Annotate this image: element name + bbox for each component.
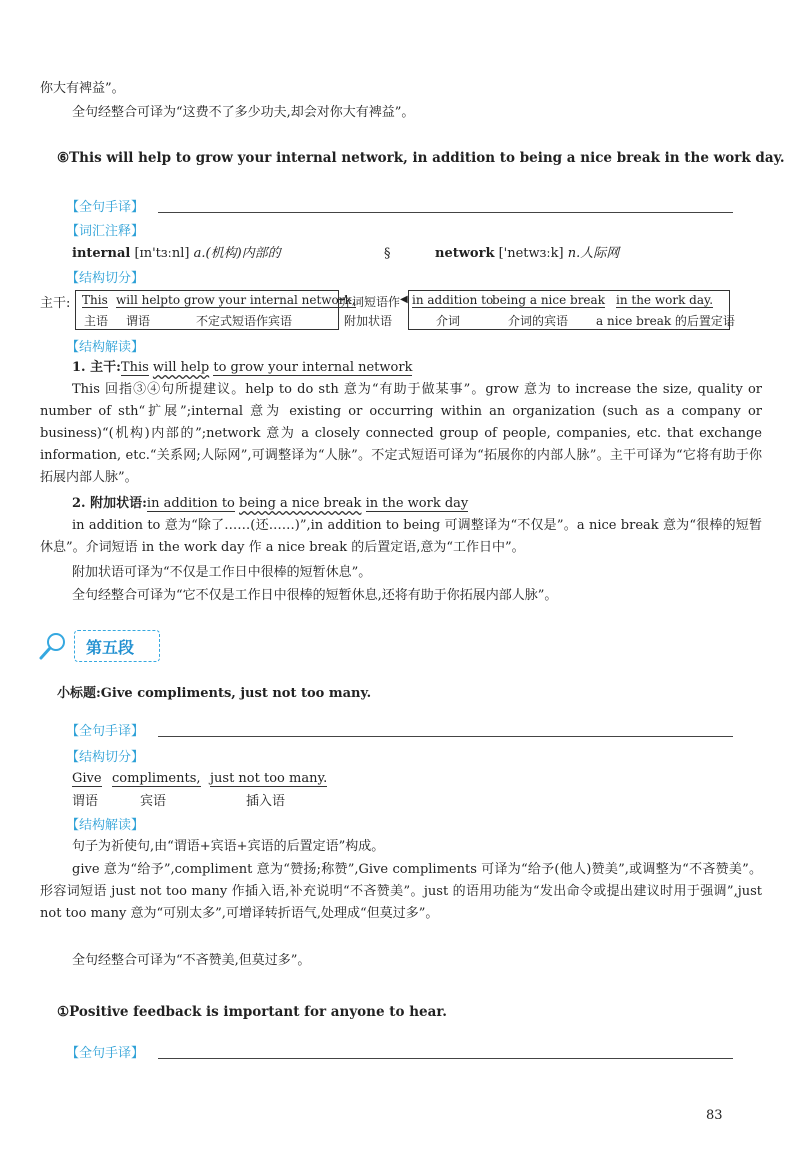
page-number: 83 [706, 1108, 723, 1123]
split-role-just: 插入语 [246, 794, 286, 809]
analysis-2-paragraph: in addition to 意为“除了……(还……)”,in addition to being 可调整译为“不仅是”。a nice break 意为“很棒的短暂休息”。介词短语 in the work day 作 a nice break 的后置定语,意为“工作日中”。 [40, 518, 762, 555]
box-this: This [82, 293, 108, 307]
tag-structure-analysis: 【结构解读】 [66, 340, 145, 355]
box-to-grow: to grow your internal network, [168, 293, 356, 307]
box-will-help-role: 谓语 [126, 314, 151, 328]
box-mid-top: 介词短语作 [340, 295, 401, 309]
vocab-word: internal [72, 246, 131, 261]
box-work-day: in the work day. [616, 293, 714, 307]
box-being-role: 介词的宾语 [508, 314, 569, 328]
summary-line: 全句经整合可译为“这费不了多少功夫,却会对你大有裨益”。 [72, 105, 415, 120]
box-work-day-role: a nice break 的后置定语 [596, 314, 735, 328]
analysis-intro: 句子为祈使句,由“谓语+宾语+宾语的后置定语”构成。 [72, 839, 385, 854]
split-word-just: just not too many. [210, 771, 328, 786]
continuation-line: 你大有裨益”。 [40, 81, 125, 96]
analysis-1-paragraph: This 回指③④句所提建议。help to do sth 意为“有助于做某事”。grow 意为 to increase the size, quality or number of sth“扩展”;internal 意为 existing or occurring within an organization (such as a company or business)“(机构)内部的”;network 意为 a closely connected group of people, companies, etc. that exchange information, etc.“关系网;人际网”,可调整译为“人脉”。不定式短语可译为“拓展你的内部人脉”。主干可译为“它将有助于你拓展内部人脉”。 [40, 382, 762, 485]
box-being: being a nice break [492, 293, 605, 307]
vocab-definition: n.人际网 [567, 246, 620, 261]
vocab-phonetic: ['netwɜːk] [498, 246, 564, 261]
vocab-separator: § [384, 246, 391, 261]
analysis-paragraph: give 意为“给予”,compliment 意为“赞扬;称赞”,Give compliments 可译为“给予(他人)赞美”,或调整为“不吝赞美”。形容词短语 just not too many 作插入语,补充说明“不吝赞美”。just 的语用功能为“发出命令或提出建议时用于强调”,just not too many 意为“可别太多”,可增译转折语气,处理成“但莫过多”。 [40, 862, 762, 921]
translation-blank-line[interactable] [158, 212, 733, 213]
full-sentence-summary: 全句经整合可译为“不吝赞美,但莫过多”。 [72, 953, 311, 968]
tag-structure-split: 【结构切分】 [66, 271, 145, 286]
arrow-icon: ◀ [400, 294, 408, 305]
vocab-entry-internal [72, 243, 281, 265]
split-role-compliments: 宾语 [140, 794, 167, 809]
vocab-word: network [435, 246, 495, 261]
sentence-1: ①Positive feedback is important for anyone to hear. [57, 1004, 447, 1020]
translation-blank-line[interactable] [158, 736, 733, 737]
tag-structure-split: 【结构切分】 [66, 750, 145, 765]
split-role-give: 谓语 [72, 794, 99, 809]
tag-structure-analysis: 【结构解读】 [66, 818, 145, 833]
section-title: 第五段 [86, 638, 135, 657]
analysis-2-heading: 2. 附加状语:in addition to being a nice break in the work day [72, 496, 469, 511]
box-will-help: will help [116, 293, 168, 307]
sentence-6: ⑥This will help to grow your internal network, in addition to being a nice break in the work day. [57, 150, 785, 166]
subtitle: 小标题:Give compliments, just not too many. [57, 686, 372, 701]
split-word-compliments: compliments, [112, 771, 201, 786]
box-this-role: 主语 [84, 314, 109, 328]
full-sentence-summary: 全句经整合可译为“它不仅是工作日中很棒的短暂休息,还将有助于你拓展内部人脉”。 [72, 588, 558, 603]
vocab-entry-network [435, 243, 619, 265]
box-mid-bottom: 附加状语 [344, 314, 393, 328]
tag-full-translation: 【全句手译】 [66, 1046, 145, 1061]
box-to-grow-role: 不定式短语作宾语 [196, 314, 293, 328]
vocab-phonetic: [ɪn'tɜːnl] [134, 246, 190, 261]
box-in-addition: in addition to [412, 293, 494, 307]
box-label-main: 主干: [40, 296, 71, 311]
tag-full-translation: 【全句手译】 [66, 200, 145, 215]
vocab-definition: a.(机构)内部的 [193, 246, 281, 261]
magnifier-icon [38, 630, 70, 666]
box-in-addition-role: 介词 [436, 314, 461, 328]
analysis-2-summary: 附加状语可译为“不仅是工作日中很棒的短暂休息”。 [72, 565, 372, 580]
analysis-1-heading: 1. 主干:This will help to grow your internal network [72, 360, 413, 375]
translation-blank-line[interactable] [158, 1058, 733, 1059]
tag-full-translation: 【全句手译】 [66, 724, 145, 739]
split-word-give: Give [72, 771, 102, 786]
tag-vocabulary: 【词汇注释】 [66, 224, 145, 239]
